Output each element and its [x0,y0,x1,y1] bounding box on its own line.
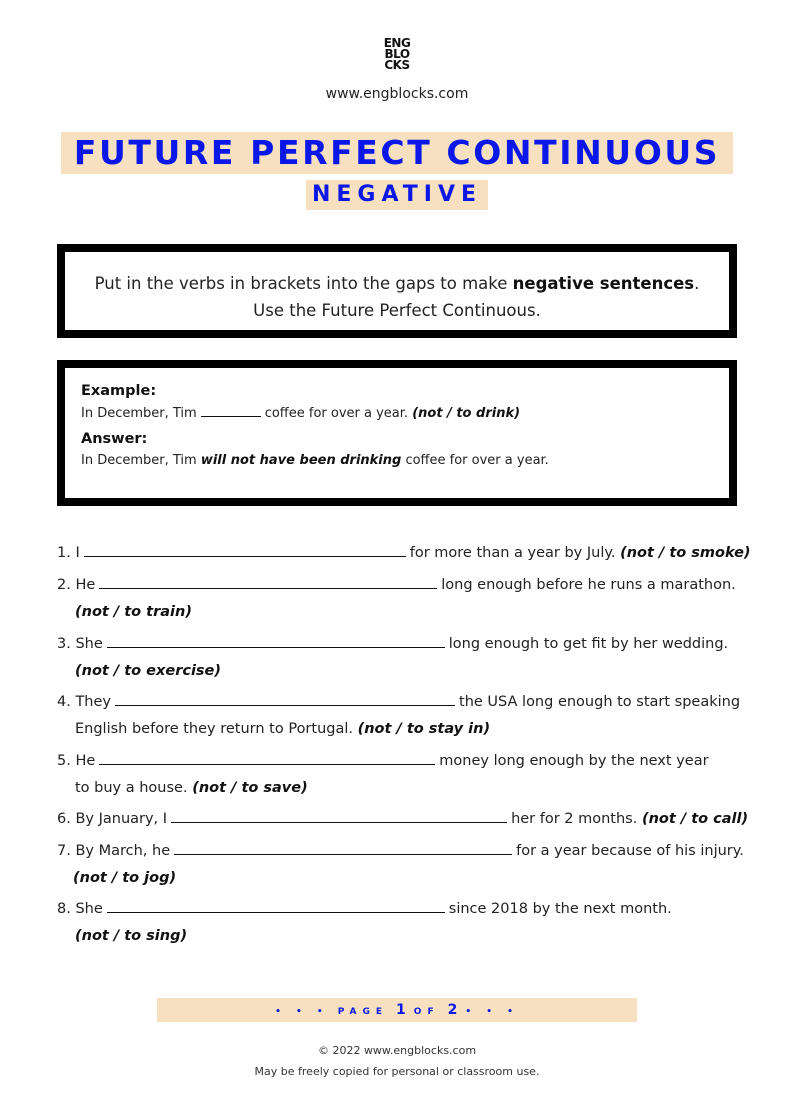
answer-bold: will not have been drinking [200,453,402,468]
question-2-hint-line [75,604,192,620]
question-continuation: to buy a house. [75,780,188,796]
logo-line: CKS [384,58,410,72]
page-total: 2 [447,1002,458,1018]
example-sentence [81,405,713,421]
question-hint: (not / to exercise) [75,663,222,679]
of-label: OF [413,1007,440,1017]
page-indicator [157,998,637,1022]
worksheet-subtitle: NEGATIVE [306,180,488,210]
question-pre: He [75,753,96,769]
answer-blank[interactable] [115,694,455,706]
question-pre: By January, I [75,811,168,827]
question-number: 2. [57,577,71,593]
question-pre: She [75,901,103,917]
answer-text: coffee for over a year. [401,453,549,468]
question-hint: (not / to sing) [75,928,188,944]
question-5 [57,753,709,769]
answer-blank[interactable] [171,811,507,823]
logo-line: BLO [384,47,410,61]
answer-sentence [81,453,713,468]
question-7-hint-line [73,870,176,886]
question-3-hint-line [75,663,221,679]
page-label: • • • PAGE [275,1007,389,1017]
question-post: the USA long enough to start speaking [459,694,741,710]
question-continuation: English before they return to Portugal. [75,721,353,737]
question-hint: (not / to smoke) [620,545,751,561]
question-post: long enough to get fit by her wedding. [448,636,729,652]
engblocks-logo [0,38,794,71]
question-hint: (not / to train) [75,604,192,620]
answer-label: Answer: [81,431,148,447]
question-post: for more than a year by July. [409,545,616,561]
instructions-box [57,244,737,338]
question-number: 6. [57,811,71,827]
logo-line: ENG [383,36,411,50]
example-label: Example: [81,383,157,399]
question-number: 3. [57,636,71,652]
license-note: May be freely copied for personal or classroom use. [254,1065,540,1078]
question-8-hint-line [75,928,187,944]
example-hint: (not / to drink) [412,406,521,421]
instructions-text: Put in the verbs in brackets into the gaps to make [94,274,513,293]
question-hint: (not / to call) [641,811,749,827]
question-4-line-2 [75,721,490,737]
page-number: 1 [396,1002,406,1018]
answer-blank[interactable] [84,545,406,557]
answer-blank[interactable] [99,577,437,589]
question-8 [57,901,672,917]
question-pre: By March, he [75,843,171,859]
question-hint: (not / to jog) [73,870,177,886]
question-5-line-2 [75,780,308,796]
example-box [57,360,737,506]
question-pre: I [75,545,80,561]
question-pre: She [75,636,103,652]
worksheet-title: FUTURE PERFECT CONTINUOUS [61,132,733,174]
question-number: 5. [57,753,71,769]
question-hint: (not / to save) [192,780,308,796]
question-number: 1. [57,545,71,561]
question-2 [57,577,736,593]
answer-text: In December, Tim [81,453,201,468]
site-url[interactable]: www.engblocks.com [325,86,469,102]
example-text: coffee for over a year. [264,406,409,421]
instructions-line-1 [65,270,729,297]
answer-blank[interactable] [107,901,445,913]
question-post: her for 2 months. [511,811,638,827]
question-number: 4. [57,694,71,710]
question-pre: They [75,694,112,710]
question-3 [57,636,728,652]
question-6 [57,811,748,827]
dots-decoration: • • • [465,1007,519,1017]
instructions-bold: negative sentences [512,274,695,293]
answer-blank[interactable] [107,636,445,648]
example-text: In December, Tim [81,406,197,421]
question-number: 7. [57,843,71,859]
question-1 [57,545,751,561]
answer-blank[interactable] [99,753,435,765]
question-number: 8. [57,901,71,917]
example-blank [201,405,261,417]
question-post: for a year because of his injury. [516,843,744,859]
instructions-line-2: Use the Future Perfect Continuous. [253,301,541,320]
subtitle-wrapper [0,180,794,210]
question-post: money long enough by the next year [439,753,709,769]
answer-blank[interactable] [174,843,512,855]
question-post: long enough before he runs a marathon. [441,577,736,593]
copyright: © 2022 www.engblocks.com [317,1044,477,1057]
question-7 [57,843,744,859]
question-4 [57,694,740,710]
question-post: since 2018 by the next month. [448,901,672,917]
instructions-text: . [694,274,700,293]
question-hint: (not / to stay in) [357,721,491,737]
question-pre: He [75,577,96,593]
